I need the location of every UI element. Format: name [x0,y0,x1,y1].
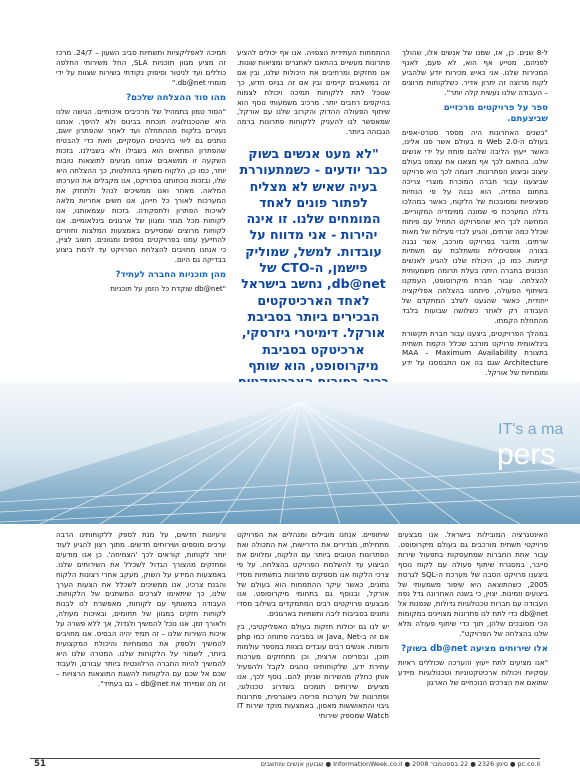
paragraph: "אנו מציעים לתת ייעוץ והערכה שכוללים ראיות עסקיות ויכולות ארכיטקטוניות וטכנולוגיות מיידע שתואם את הצרכים הנוכחיים של הארגון [398,657,548,687]
section-heading: ספר על פרויקטים מרכזיים שביצעתם. [443,102,548,124]
section-heading: מהו סוד ההצלחה שלכם? [126,92,226,103]
paragraph: יש לנו גם יכולות חזקות בעולם האפליקטיבי, בין אם זה ב-Java, Net או בסביבה פתוחה כמו php ודומות. אנשים רבים עובדים בצוות במספר עולמות תוכן, ובפריסה ארצית, וכן מתחזקים מערכות עתירת ידע, שלקוחותינו נוהגים לקבל ולהפעיל אותן כחלק מהשירות שניתן להם. נוסף לכך, אנו מציעים שירותים תומכים בשדרוג טכנולוגי, ופתרונות של מערכות פריסה גיאוגרפית, פתרונות גיבוי והתאוששות מאסון, באמצעות מוקד שירות IT Watch שמספק שירותי [237,622,389,721]
paragraph: במהלך הפרויקטים, ביצענו עבור חברת תקשורת בינלאומית פרויקט מורכב שכלל הקמת תשתית בתצורת MAA – Maximum Availability Architecture שגם בה אנו התבססנו על ידע ומומחיות של אורקל. [402,328,548,378]
article-column-bottom-middle [237,530,389,752]
glass-building-illustration [0,382,580,524]
paragraph: שיתופיים. אנחנו מובילים ומנהלים את הפרויקט מתחילתו, מגדירים את הדרישות, את התכולה ואת הפתרונות הטובים ביותר עם הלקוח, ומלווים את הביצוע עד להשלמת הפרויקט בהצלחה. על פי צרכי הלקוח אנו מספקים פתרונות בתשתיות מסדי נתונים, כאשר עיקר ההתמחות הוא בעולם של אורקל, ובנוסף גם בתחומי מיקרוסופט. אנו מבצעים פרויקטים רבים המתמקדים בשילוב מסדי נתונים בסביבות ליבה ותשתיות בארגונים. [237,530,389,619]
paragraph: "db@net שוקדת כל הזמן על תוכניות [110,284,226,294]
page-number: 51 [34,759,46,769]
article-column-bottom-left [56,530,226,752]
article-column-top-left [56,48,226,378]
paragraph: ורעיונות חדשים, על מנת לספק ללקוחותינו הרבה ערכים מוספים ושירותים חדשים. מתוך רצון להגיע לעוד יותר לקוחות, קוראים לכך 'הצמיחה'. כן אנו מודעים ומחזקים מהצורך הגדול לשכלל את השירותים שלנו. באמצעות המידע על השוק, מעקב אחרי רצונות הלקוח והבנת צרכיו, אנו ממשיכים לשכלל את הצעות הערך שלנו, כך שיתאימו לצרכים המשתנים של הלקוחות. העבודה במשותף עם לקוחות, מאפשרת לנו לבנות לקוחות חזקים במגוון של תחומים, ובאיכות מעולה, ולאורך זמן. אנו נוכל להמשיך ולגדול, אך ללא פשרה על איכות השירות שלנו – זה תמיד יהיה הבסיס. אנו מחויבים להמשיך ולספק את המומחיות והיכולת המקצועית ביותר, לשמור על הלקוחות שלנו. המטרה שלנו היא להמשיך להיות החברה הרלוונטית ביותר עבורם, ולעבוד שכם אל שכם עם הלקוחות להשגת התוצאות הרצויות – זה מה שמייחד את db@net – גם בעתיד". [56,530,226,688]
hero-image [0,382,580,524]
page-footer [0,758,580,770]
paragraph: תמיכה לאפליקציות ותשתיות סביב השעון – 24/7. מרכז זה מציע מגוון תוכניות SLA, החל משירותי החלפה כוללים ועד לניטור וסיפוק נקודתי בשירות שצוות על ידי מומחי db@net." [56,48,226,87]
article-column-bottom-right [398,530,548,752]
footer-publication-line: pc.co.il ● סימן 2326 ● 22 בספטמבר 2008 ● InformationWeek.co.il ● שבועון אנשים ומחשבים [260,760,540,768]
pull-quote: "לא מעט אנשים בשוק כבר יודעים - כשמתעוררת בעיה שאיש לא מצליח לפתור פונים לאחד המומחים שלנו. זו אינה יהירות - אני מדווח על עובדות. למשל, שמוליק פישמן, ה-CTO של db@net, נחשב בישראל לאחד הארכיטקטים הבכירים ביותר בסביבת אורקל. דימיטרי גיזרסקי, ארכיטקט בסביבת מיקרוסופט, הוא שותף [239,146,388,373]
paragraph: ל-8 שנים. כן, אז, שמנו של אנשים אלו, שהולך לפניהם, מטייע אף הוא, לא פעם, לאנף המכירות שלנו. אני כאיש מכירות יודע שלהביע לקוח מרוצה זה יתרון אדיר. כשלקוחות מרוצים – העבודה שלנו נעשית קלה יותר". [402,48,548,97]
hero-caption-line1: IT's a ma [498,421,564,438]
paragraph: "בשנים האחרונות היה מספר סטרט-אפים בעולם ה-Web 2.0 מ בעולם אשר פנו אלינו, כאשר ייעוץ הליבה שלהם פותח על ידי אנשים שלנו. בהתאם לכך אף מצאנו את עצמנו בעולם עיצוב וביצוע הפתרונות. דוגמה לכך היא פרויקט שביצענו עבור חברה המוכרת מוצרי צריכה בתחום המדיה. הוא נבנה על פי הנחיות ספציפיות ומסובכות של הלקוח, כאשר במהלכו גדלה המערכת פי שמונה ממימדיה המקוריים. המחשה לכך היא שהפרויקט התחיל עם פיתוח שכלל כמה שרתים, והגיע לכדי פעילות של מאות שרתים. מדובר בפרויקט מורכב, אשר נבנה בצורה אופטימלית ומשתלבת עם תשתיות קיימות. כמו כן, היכולת שלנו להגיע לאנשים הנכונים בחברה היתה בעלת תרומה משמעותית להצלחה. עבור חברת מיקרוסופט, העמקנו בשיתוף הפעולה, פיתחנו בהצלחה אפליקציה ייחודית, כאשר שהגענו לשלב המתקדם של העבודה רק לאחר כשלושה שבועות בלבד מהתחלת הקמתו. [402,127,549,325]
paragraph: ההתמחות העתידית הצפויה. אנו אף יכולים להציע פתרונות מעשיים בהתאם לאתגרים ומציאות שונות. אנו מחזקים ומרחיבים את היכולות שלנו, ובין אם זה במשאבים קיימים ובין אם זה בגיוס חדש, כך שנוכל לתת ללקוחות תמיכה ויכולת לצמוח בהיקפים רחבים יותר. מרכיב משמעותי נוסף הוא שיתוף הפעולה ההדוק והקרוב שלנו עם אורקל, שמאפשר לנו להעניק ללקוחות פתרונות ברמה הגבוהה ביותר. [237,48,390,137]
hero-caption-line2: pers [497,438,556,471]
section-heading: אלו שירותים מציעה db@net בשוק? [401,643,548,654]
paragraph: "הסוד טמון בתמהיל של מרכיבים איכותיים. הגישה שלנו היא שהטכנולוגיה תוכחת בבינוס ולא להיפך. אנחנו נעזרים בלקוח מההתחלה ועד לאחר שהפתרון יושם, נותנים גם ליווי בהיבטים העסקיים, וזאת כדי להבטיח שהפתרון המתאים הוא בשבילו ולא בשבילנו. בזכות השקעה זו ממשאבים אנחנו מגיעים לתוצאות טובות יותר, כמו כן, הלקוח משתף בהחלטות, כך ההצלחה היא שלו, ובזכות נוכחותנו בפרויקט, אנו מקבלים את הערכתו המלאה. מאחר ואנו ממשיכים לנהל ולתחזק את המערכות לאורך כל חייהן, אנו חשים אחריות מלאה לאיכות הפתרון ולתפקודה. בזכות עצמאותנו, אנו לקוחות מכל מגזר ומגוון של ארגונים בינלאומיים. אנו לקוחות מרוצים שמסייעים באמצעות המלצות וחוזרים להתייעץ עמנו בפרויקטים נוספים ומגוונים. חשוב לציין, כי אנחנו מחויבים להצלחת הפרויקט עד לרמת ביצוע בבדיקה גם היום. [56,106,226,265]
paragraph: האינטגרציה המובילות בישראל. אנו מבצעים פרויקטי תשתית מורכבים גם בעולם מיקרוסופט. עבור אחת החברות שמתעסקות בתפעול שירות סייבר, במסגרת שיתוף פעולה עם לקוח נוסף ביצענו פרויקט הסבה של מערכת ה-SQL לגרסת 2005, כשהתוצאה היא שיפור משמעותי של ביצועים וזמינות. יצוין, כי בשנה האחרונה גדל נפח העבודה עם חברות טכנולוגיות גדולות, שנפנות אל db@net כדי לתת לנו פתרונות מצויינים במקומות הכי מסובכים שלהן, תוך כדי שיתוף פעולה מלא שלנו בהצלחה של הפרויקט". [398,530,548,639]
article-column-top-right [402,48,548,378]
section-heading: מהן תוכניות החברה לעתיד? [115,270,226,281]
